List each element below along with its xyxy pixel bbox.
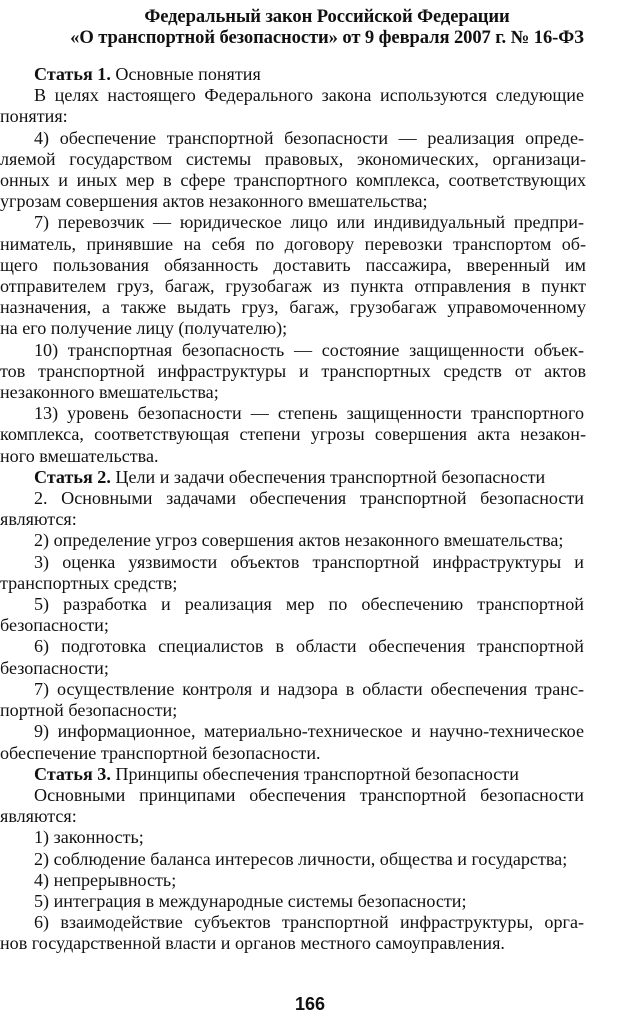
text-line: Основными принципами обеспечения транспортной безопасности: [34, 784, 584, 805]
text-line: ниматель, принявшие на себя по договору перевозки транспортом об-: [0, 233, 586, 254]
text-line: угрозам совершения актов незаконного вмешательства;: [0, 191, 428, 212]
document-page: [0, 6, 620, 955]
text-line: являются:: [0, 806, 77, 827]
page-number: 166: [294, 994, 326, 1014]
text-line: являются:: [0, 509, 77, 530]
text-line: ного вмешательства.: [0, 445, 159, 466]
article-title: Цели и задачи обеспечения транспортной безопасности: [110, 466, 546, 487]
text-line: 13) уровень безопасности — степень защищенности транспортного: [34, 403, 584, 424]
text-line: В целях настоящего Федерального закона используются следующие: [34, 85, 584, 106]
text-line: ляемой государством системы правовых, экономических, организаци-: [0, 148, 586, 169]
article-label: Статья 1.: [34, 64, 111, 84]
article-heading: [34, 764, 620, 785]
article-label: Статья 2.: [34, 466, 111, 487]
text-line: назначения, а также выдать груз, багаж, грузобагаж управомоченному: [0, 297, 586, 318]
text-line: 5) интеграция в международные системы безопасности;: [34, 890, 467, 911]
text-line: 2. Основными задачами обеспечения транспортной безопасности: [34, 488, 584, 509]
text-line: 2) соблюдение баланса интересов личности, общества и государства;: [34, 848, 568, 869]
article-heading: [34, 467, 620, 488]
text-line: безопасности;: [0, 657, 109, 678]
article-heading: [34, 64, 620, 85]
article-label: Статья 3.: [34, 763, 111, 784]
text-line: онных и иных мер в сфере транспортного комплекса, соответствующих: [0, 170, 586, 191]
article-title: Принципы обеспечения транспортной безопасности: [110, 763, 519, 784]
text-line: 4) обеспечение транспортной безопасности — реализация опреде-: [34, 127, 584, 148]
text-line: безопасности;: [0, 615, 109, 636]
text-line: 6) взаимодействие субъектов транспортной инфраструктуры, орга-: [34, 912, 584, 933]
text-line: тов транспортной инфраструктуры и транспортных средств от актов: [0, 360, 586, 381]
text-line: 10) транспортная безопасность — состояние защищенности объек-: [34, 339, 584, 360]
text-line: транспортных средств;: [0, 572, 178, 593]
text-line: на его получение лицу (получателю);: [0, 318, 288, 339]
text-line: 4) непрерывность;: [34, 869, 177, 890]
document-body: [0, 64, 620, 955]
text-line: 1) законность;: [34, 827, 144, 848]
text-line: 7) осуществление контроля и надзора в области обеспечения транс-: [34, 678, 584, 699]
title-line-1: Федеральный закон Российской Федерации: [144, 6, 510, 27]
text-line: незаконного вмешательства;: [0, 382, 219, 403]
text-line: 3) оценка уязвимости объектов транспортной инфраструктуры и: [34, 551, 584, 572]
text-line: понятия:: [0, 106, 68, 127]
title-line-2: «О транспортной безопасности» от 9 февраля 2007 г. № 16-ФЗ: [70, 27, 584, 48]
text-line: портной безопасности;: [0, 700, 178, 721]
text-line: 7) перевозчик — юридическое лицо или индивидуальный предпри-: [34, 212, 584, 233]
article-title: Основные понятия: [110, 64, 261, 84]
text-line: щего пользования обязанность доставить пассажира, вверенный им: [0, 254, 586, 275]
text-line: 9) информационное, материально-техническое и научно-техническое: [34, 721, 584, 742]
text-line: нов государственной власти и органов местного самоуправления.: [0, 933, 505, 954]
text-line: обеспечение транспортной безопасности.: [0, 742, 321, 763]
text-line: 6) подготовка специалистов в области обеспечения транспортной: [34, 636, 584, 657]
document-title: [34, 6, 620, 48]
text-line: комплекса, соответствующая степени угрозы совершения акта незакон-: [0, 424, 586, 445]
text-line: 5) разработка и реализация мер по обеспечению транспортной: [34, 594, 584, 615]
text-line: отправителем груз, багаж, грузобагаж из пункта отправления в пункт: [0, 276, 586, 297]
text-line: 2) определение угроз совершения актов незаконного вмешательства;: [34, 530, 564, 551]
